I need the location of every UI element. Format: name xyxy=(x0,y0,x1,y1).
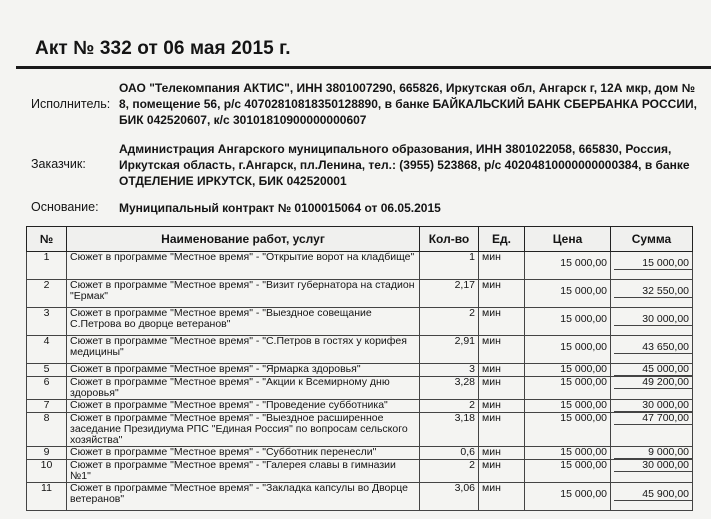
row-sum-value: 47 700,00 xyxy=(614,413,692,425)
row-unit: мин xyxy=(479,280,525,308)
document-title: Акт № 332 от 06 мая 2015 г. xyxy=(35,38,291,59)
row-name: Сюжет в программе "Местное время" - "Галерея славы в гимназии №1" xyxy=(67,460,420,483)
table-row xyxy=(27,364,693,377)
row-no: 7 xyxy=(27,400,67,413)
row-sum xyxy=(611,364,693,377)
row-no: 2 xyxy=(27,280,67,308)
table-row xyxy=(27,400,693,413)
header-no: № xyxy=(27,227,67,252)
table-row xyxy=(27,252,693,280)
row-sum-value: 49 200,00 xyxy=(614,377,692,389)
row-sum-value: 30 000,00 xyxy=(614,460,692,472)
customer-details: Администрация Ангарского муниципального образования, ИНН 3801022058, 665830, Россия, Иркутская область, г.Ангарск, пл.Ленина, тел.: (3955) 523868, р/с 40204810000000000384, в банке ОТДЕЛЕНИЕ ИРКУТСК, БИК 042520001 xyxy=(119,142,690,188)
row-price: 15 000,00 xyxy=(525,280,611,308)
header-qty: Кол-во xyxy=(420,227,479,252)
row-unit: мин xyxy=(479,483,525,511)
row-price: 15 000,00 xyxy=(525,447,611,460)
header-price: Цена xyxy=(525,227,611,252)
row-price: 15 000,00 xyxy=(525,460,611,483)
row-unit: мин xyxy=(479,447,525,460)
title-divider xyxy=(16,66,711,69)
row-sum xyxy=(611,483,693,511)
row-unit: мин xyxy=(479,336,525,364)
row-unit: мин xyxy=(479,413,525,447)
row-no: 9 xyxy=(27,447,67,460)
row-no: 5 xyxy=(27,364,67,377)
row-qty: 2,91 xyxy=(420,336,479,364)
customer-label: Заказчик: xyxy=(31,157,86,171)
row-no: 10 xyxy=(27,460,67,483)
table-row xyxy=(27,280,693,308)
row-qty: 3,28 xyxy=(420,377,479,400)
row-no: 8 xyxy=(27,413,67,447)
row-sum xyxy=(611,400,693,413)
row-name: Сюжет в программе "Местное время" - "Ярмарка здоровья" xyxy=(67,364,420,377)
row-sum xyxy=(611,413,693,447)
row-qty: 0,6 xyxy=(420,447,479,460)
row-sum xyxy=(611,308,693,336)
table-row xyxy=(27,483,693,511)
table-row xyxy=(27,336,693,364)
row-name: Сюжет в программе "Местное время" - "Субботник перенесли" xyxy=(67,447,420,460)
row-qty: 1 xyxy=(420,252,479,280)
row-no: 1 xyxy=(27,252,67,280)
row-qty: 3,18 xyxy=(420,413,479,447)
row-name: Сюжет в программе "Местное время" - "Выездное расширенное заседание Президиума РПС "Единая Россия" по вопросам сельского хозяйства" xyxy=(67,413,420,447)
row-sum-value: 45 900,00 xyxy=(614,489,692,501)
row-price: 15 000,00 xyxy=(525,364,611,377)
row-sum xyxy=(611,377,693,400)
header-name: Наименование работ, услуг xyxy=(67,227,420,252)
row-name: Сюжет в программе "Местное время" - "Открытие ворот на кладбище" xyxy=(67,252,420,280)
row-sum-value: 43 650,00 xyxy=(614,342,692,354)
row-sum xyxy=(611,252,693,280)
row-qty: 2,17 xyxy=(420,280,479,308)
row-no: 3 xyxy=(27,308,67,336)
services-table xyxy=(26,226,693,511)
row-name: Сюжет в программе "Местное время" - "С.Петров в гостях у корифея медицины" xyxy=(67,336,420,364)
row-sum-value: 15 000,00 xyxy=(614,258,692,270)
row-name: Сюжет в программе "Местное время" - "Закладка капсулы во Дворце ветеранов" xyxy=(67,483,420,511)
row-unit: мин xyxy=(479,252,525,280)
row-unit: мин xyxy=(479,364,525,377)
row-unit: мин xyxy=(479,377,525,400)
row-sum-value: 9 000,00 xyxy=(614,447,692,459)
row-price: 15 000,00 xyxy=(525,377,611,400)
row-price: 15 000,00 xyxy=(525,252,611,280)
row-unit: мин xyxy=(479,460,525,483)
row-no: 11 xyxy=(27,483,67,511)
header-sum: Сумма xyxy=(611,227,693,252)
table-row xyxy=(27,447,693,460)
row-sum-value: 45 000,00 xyxy=(614,364,692,376)
table-row xyxy=(27,460,693,483)
row-qty: 3 xyxy=(420,364,479,377)
executor-details: ОАО "Телекомпания АКТИС", ИНН 3801007290, 665826, Иркутская обл, Ангарск г, 12А мкр, дом № 8, помещение 56, р/с 40702810818350128890, в банке БАЙКАЛЬСКИЙ БАНК СБЕРБАНКА РОССИИ, БИК 042520607, к/с 30101810900000000607 xyxy=(119,81,697,127)
table-row xyxy=(27,377,693,400)
table-row xyxy=(27,308,693,336)
row-sum xyxy=(611,280,693,308)
row-qty: 2 xyxy=(420,308,479,336)
row-price: 15 000,00 xyxy=(525,483,611,511)
row-sum xyxy=(611,460,693,483)
basis-label: Основание: xyxy=(31,200,99,214)
basis-details: Муниципальный контракт № 0100015064 от 06.05.2015 xyxy=(119,201,441,215)
header-unit: Ед. xyxy=(479,227,525,252)
row-price: 15 000,00 xyxy=(525,336,611,364)
row-name: Сюжет в программе "Местное время" - "Выездное совещание С.Петрова во дворце ветеранов" xyxy=(67,308,420,336)
row-no: 4 xyxy=(27,336,67,364)
row-name: Сюжет в программе "Местное время" - "Визит губернатора на стадион "Ермак" xyxy=(67,280,420,308)
row-sum xyxy=(611,336,693,364)
row-sum-value: 30 000,00 xyxy=(614,314,692,326)
row-name: Сюжет в программе "Местное время" - "Проведение субботника" xyxy=(67,400,420,413)
table-row xyxy=(27,413,693,447)
row-sum xyxy=(611,447,693,460)
table-header-row xyxy=(27,227,693,252)
row-no: 6 xyxy=(27,377,67,400)
row-qty: 2 xyxy=(420,400,479,413)
row-name: Сюжет в программе "Местное время" - "Акции к Всемирному дню здоровья" xyxy=(67,377,420,400)
row-price: 15 000,00 xyxy=(525,400,611,413)
row-price: 15 000,00 xyxy=(525,413,611,447)
row-sum-value: 32 550,00 xyxy=(614,286,692,298)
row-qty: 2 xyxy=(420,460,479,483)
row-unit: мин xyxy=(479,400,525,413)
executor-label: Исполнитель: xyxy=(31,97,111,111)
row-unit: мин xyxy=(479,308,525,336)
row-sum-value: 30 000,00 xyxy=(614,400,692,412)
row-qty: 3,06 xyxy=(420,483,479,511)
row-price: 15 000,00 xyxy=(525,308,611,336)
